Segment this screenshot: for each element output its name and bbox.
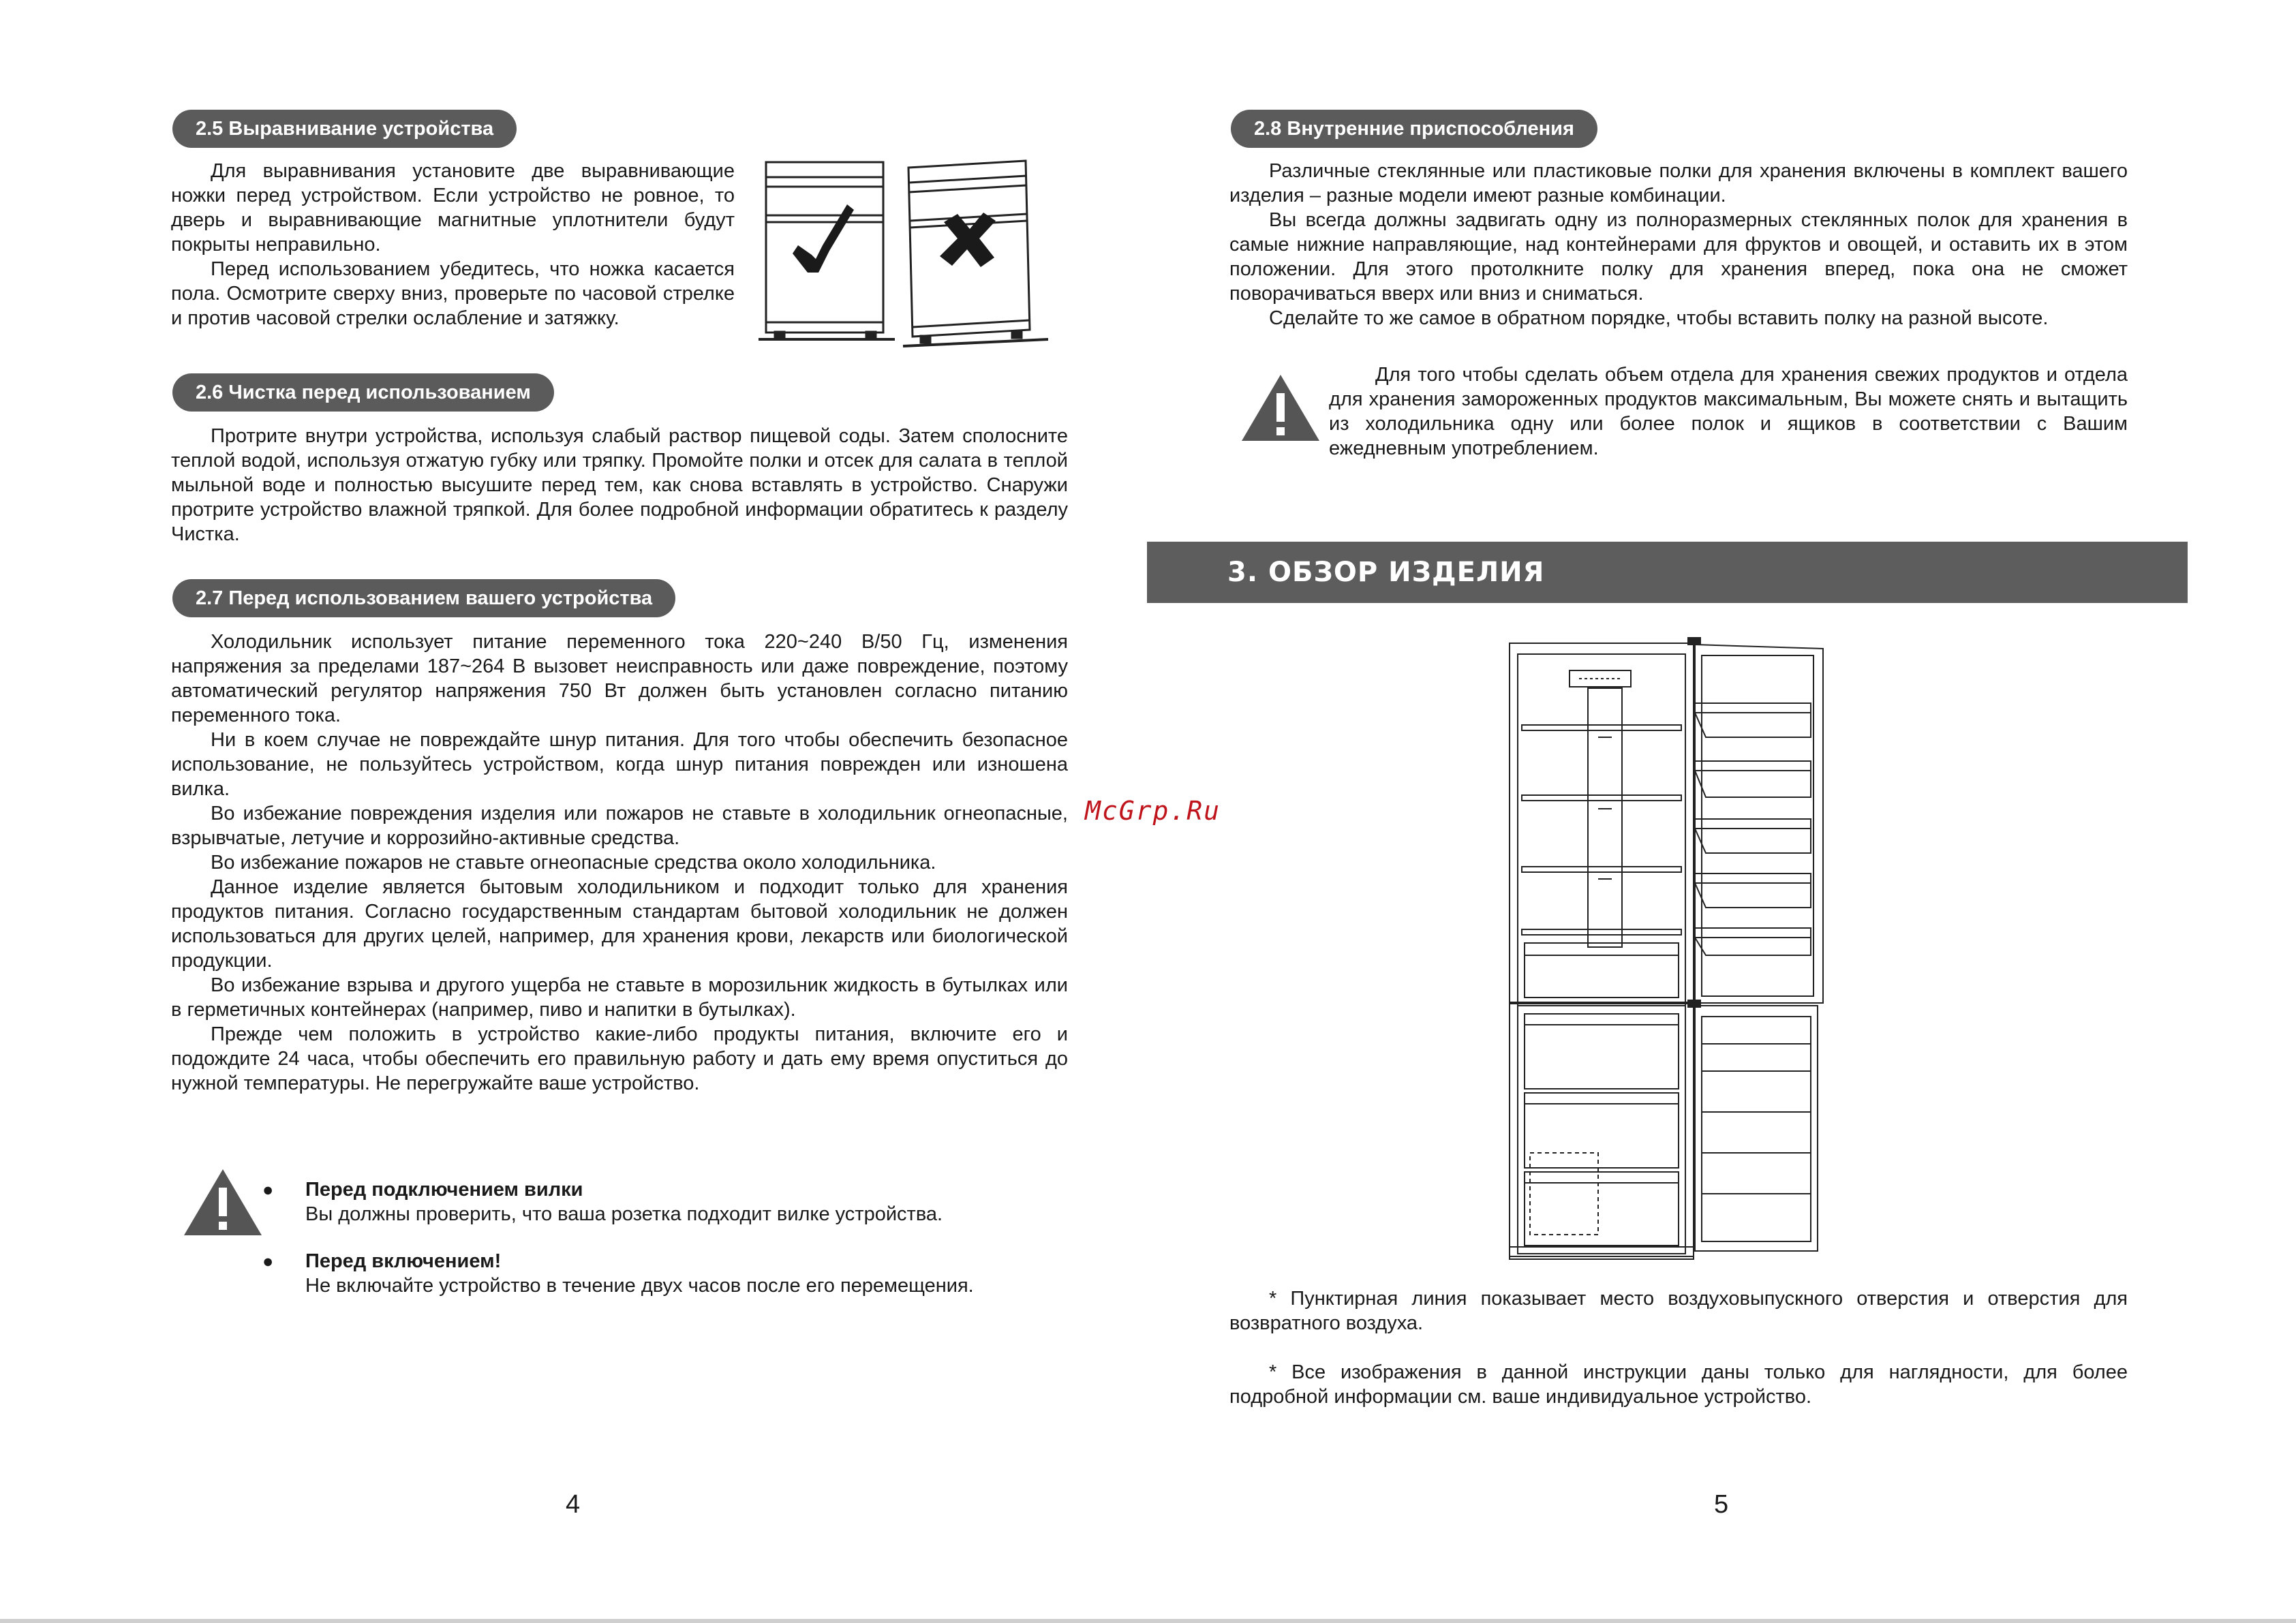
s27-paragraph-1: Холодильник использует питание переменного тока 220~240 В/50 Гц, изменения напряжения за пределами 187~264 В вызовет неисправность или даже повреждение, поэтому автоматический регулятор напряжения 750 Вт должен быть установлен согласно питанию переменного тока. xyxy=(171,631,1068,726)
section-2-8-text xyxy=(1229,159,2128,330)
leveling-illustration xyxy=(759,155,1048,350)
watermark: McGrp.Ru xyxy=(1085,796,1221,826)
section-2-5-text xyxy=(171,159,735,330)
note-1: * Пунктирная линия показывает место воздуховыпускного отверстия и отверстия для возвратного воздуха. xyxy=(1229,1288,2128,1334)
warning-bullet-text: Вы должны проверить, что ваша розетка подходит вилке устройства. xyxy=(305,1203,943,1225)
s27-paragraph-3: Во избежание повреждения изделия или пожаров не ставьте в холодильник огнеопасные, взрывчатые, летучие и коррозийно-активные средства. xyxy=(171,803,1068,849)
warning-bullet-title: Перед подключением вилки xyxy=(305,1179,583,1201)
s28-paragraph-1: Различные стеклянные или пластиковые полки для хранения включены в комплект вашего изделия – разные модели имеют разные комбинации. xyxy=(1229,160,2128,206)
page-number-left: 4 xyxy=(566,1490,581,1519)
bullet-dot-icon: ● xyxy=(262,1179,274,1200)
s27-paragraph-7: Прежде чем положить в устройство какие-либо продукты питания, включите его и подождите 24 часа, чтобы обеспечить его правильную работу и дать ему время опуститься до нужной температуры. Не перегружайте ваше устройство. xyxy=(171,1023,1068,1094)
s27-paragraph-5: Данное изделие является бытовым холодильником и подходит только для хранения продуктов питания. Согласно государственным стандартам бытовой холодильник не должен использоваться для других целей, например, для хранения крови, лекарств или биологической продукции. xyxy=(171,876,1068,972)
note-2: * Все изображения в данной инструкции даны только для наглядности, для более подробной информации см. ваше индивидуальное устройство. xyxy=(1229,1361,2128,1408)
s27-paragraph-2: Ни в коем случае не повреждайте шнур питания. Для того чтобы обеспечить безопасное использование, не пользуйтесь устройством, когда шнур питания поврежден или изношена вилка. xyxy=(171,729,1068,800)
section-2-8-title: 2.8 Внутренние приспособления xyxy=(1231,110,1597,148)
warning-bullet-title: Перед включением! xyxy=(305,1250,502,1272)
section-2-7-text xyxy=(171,630,1068,1096)
section-2-7-title: 2.7 Перед использованием вашего устройства xyxy=(172,579,675,617)
s27-paragraph-6: Во избежание взрыва и другого ущерба не ставьте в морозильник жидкость в бутылках или в герметичных контейнерах (например, пиво и напитки в бутылках). xyxy=(171,974,1068,1021)
bullet-dot-icon: ● xyxy=(262,1251,274,1271)
warning-bullet-text: Не включайте устройство в течение двух часов после его перемещения. xyxy=(305,1275,974,1297)
notes-text xyxy=(1229,1286,2128,1409)
section-2-6-title: 2.6 Чистка перед использованием xyxy=(172,373,554,412)
section-2-5-title: 2.5 Выравнивание устройства xyxy=(172,110,517,148)
s27-paragraph-4: Во избежание пожаров не ставьте огнеопасные средства около холодильника. xyxy=(211,852,936,874)
warning-triangle-icon xyxy=(1240,373,1321,442)
s25-paragraph-2: Перед использованием убедитесь, что ножка касается пола. Осмотрите сверху вниз, проверьте по часовой стрелке и против часовой стрелки ослабление и затяжку. xyxy=(171,258,735,329)
page-number-right: 5 xyxy=(1714,1490,1729,1519)
s28-paragraph-3: Сделайте то же самое в обратном порядке, чтобы вставить полку на разной высоте. xyxy=(1269,307,2049,329)
section-2-6-text xyxy=(171,424,1068,546)
s26-paragraph-1: Протрите внутри устройства, используя слабый раствор пищевой соды. Затем сполосните теплой водой, используя отжатую губку или тряпку. Промойте полки и отсек для салата в теплой мыльной воде и полностью высушите перед тем, как снова вставлять в устройство. Снаружи протрите устройство влажной тряпкой. Для более подробной информации обратитесь к разделу Чистка. xyxy=(171,425,1068,545)
warning-bullet-item xyxy=(264,1177,1055,1226)
refrigerator-diagram-icon xyxy=(1503,635,1837,1262)
warning-bullet-item xyxy=(264,1249,1055,1298)
s28-warning-text: Для того чтобы сделать объем отдела для хранения свежих продуктов и отдела для хранения замороженных продуктов максимальным, Вы можете снять и вытащить из холодильника одну или более полок и ящиков в соответствии с Вашим ежедневным употреблением. xyxy=(1329,364,2128,459)
s28-paragraph-2: Вы всегда должны задвигать одну из полноразмерных стеклянных полок для хранения в самые нижние направляющие, над контейнерами для фруктов и овощей, и оставить их в этом положении. Для этого протолкните полку для хранения вперед, пока она не сможет поворачиваться вверх или вниз и сниматься. xyxy=(1229,209,2128,305)
section-3-banner: 3. ОБЗОР ИЗДЕЛИЯ xyxy=(1147,542,2188,603)
s25-paragraph-1: Для выравнивания установите две выравнивающие ножки перед устройством. Если устройство не ровное, то дверь и выравнивающие магнитные уплотнители будут покрыты неправильно. xyxy=(171,160,735,256)
warning-bullets xyxy=(264,1177,1055,1320)
bottom-edge-rule xyxy=(0,1619,2296,1623)
section-2-8-warning xyxy=(1329,362,2128,461)
warning-triangle-icon xyxy=(183,1167,263,1237)
